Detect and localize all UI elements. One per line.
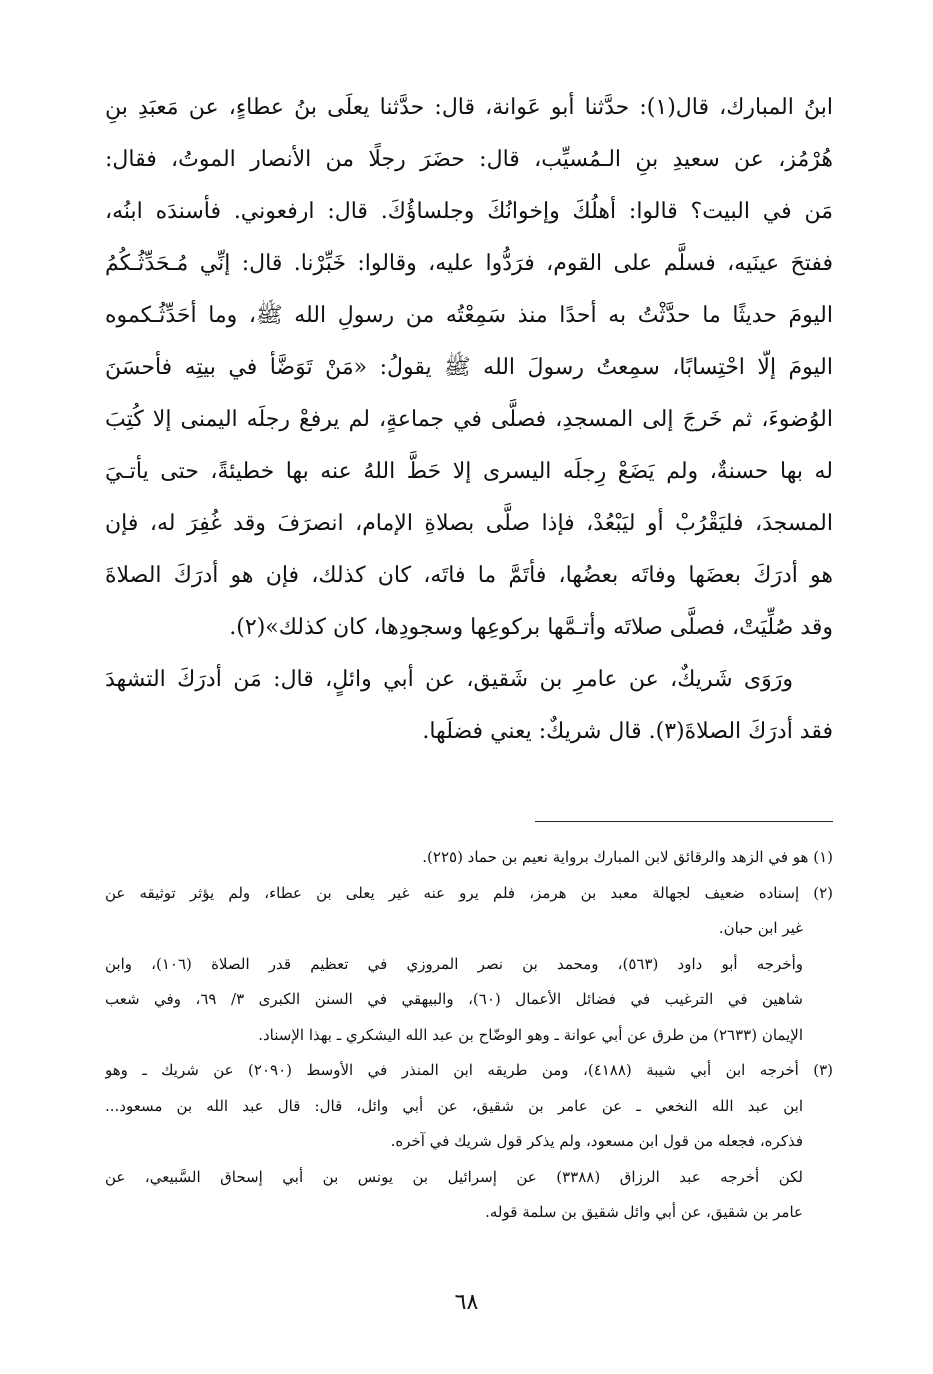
text-line: فقد أدرَكَ الصلاةَ(٣). قال شريكٌ: يعني فضلَها. [422,719,833,744]
footnotes [105,840,833,1231]
text-line: الوُضوءَ، ثم خَرجَ إلى المسجدِ، فصلَّى في جماعةٍ، لم يرفعْ رجلَه اليمنى إلا كُتِبَ [105,407,833,432]
main-text [105,82,833,758]
footnote-line: (٢) إسناده ضعيف لجهالة معبد بن هرمز، فلم يرو عنه غير يعلى بن عطاء، ولم يؤثر توثيقه عن [105,883,833,902]
footnote-line: غير ابن حبان. [718,919,803,937]
footnote-line: الإيمان (٢٦٣٣) من طرق عن أبي عوانة ـ وهو الوضّاح بن عبد الله اليشكري ـ بهذا الإسناد. [258,1025,803,1044]
text-line: المسجدَ، فليَقْرُبْ أو ليَبْعُدْ، فإذا صلَّى بصلاةِ الإمام، انصرَفَ وقد غُفِرَ له، فإن [105,511,833,536]
text-line: اليومَ إلّا احْتِسابًا، سمِعتُ رسولَ الله ﷺ يقولُ: «مَنْ تَوَضَّأ في بيتِه فأحسَنَ [105,355,833,380]
text-line: ففتحَ عينَيه، فسلَّم على القوم، فرَدُّوا عليه، وقالوا: خَبِّرْنا. قال: إنِّي مُـحَدِّثُـكُمُ [105,251,833,276]
text-line: ورَوَى شَريكٌ، عن عامرِ بن شَقيق، عن أبي وائلٍ، قال: مَن أدرَكَ التشهدَ [105,667,793,692]
text-line: مَن في البيت؟ قالوا: أهلُكَ وإخوانُكَ وجلساؤُكَ. قال: ارفعوني. فأسندَه ابنُه، [105,199,833,224]
footnote-line: (١) هو في الزهد والرقائق لابن المبارك برواية نعيم بن حماد (٢٢٥). [422,848,833,866]
text-line: ابنُ المبارك، قال(١): حدَّثنا أبو عَوانة، قال: حدَّثنا يعلَى بنُ عطاءٍ، عن مَعبَدِ بنِ [105,95,833,120]
page-number: ٦٨ [454,1290,479,1315]
text-line: له بها حسنةٌ، ولم يَضَعْ رِجلَه اليسرى إلا حَطَّ اللهُ عنه بها خطيئةً، حتى يأتـيَ [105,459,833,484]
footnote-line: فذكره، فجعله من قول ابن مسعود، ولم يذكر قول شريك في آخره. [390,1132,803,1150]
text-line: اليومَ حديثًا ما حدَّثْتُ به أحدًا منذ سَمِعْتُه من رسولِ الله ﷺ، وما أحَدِّثُـكموه [105,303,833,328]
footnote-line: عامر بن شقيق، عن أبي وائل شقيق بن سلمة قوله. [485,1203,803,1221]
footnote-separator [535,821,833,822]
footnote-line: ابن عبد الله النخعي ـ عن عامر بن شقيق، عن أبي وائل، قال: قال عبد الله بن مسعود... [105,1096,803,1115]
footnote-line: شاهين في الترغيب في فضائل الأعمال (٦٠)، والبيهقي في السنن الكبرى ٣/ ٦٩، وفي شعب [105,990,804,1008]
footnote-line: وأخرجه أبو داود (٥٦٣)، ومحمد بن نصر المروزي في تعظيم قدر الصلاة (١٠٦)، وابن [105,954,804,973]
footnote-line: (٣) أخرجه ابن أبي شيبة (٤١٨٨)، ومن طريقه ابن المنذر في الأوسط (٢٠٩٠) عن شريك ـ وهو [105,1061,833,1079]
footnote-line: لكن أخرجه عبد الرزاق (٣٣٨٨) عن إسرائيل بن يونس بن أبي إسحاق السَّبيعي، عن [105,1167,803,1186]
text-line: هو أدرَكَ بعضَها وفاتَه بعضُها، فأتَمَّ ما فاتَه، كان كذلك، فإن هو أدرَكَ الصلاةَ [105,563,833,588]
text-line: وقد صُلِّيَتْ، فصلَّى صلاتَه وأتـمَّها بركوعِها وسجودِها، كان كذلك»(٢). [229,615,833,640]
text-line: هُرْمُز، عن سعيدِ بنِ الـمُسيِّب، قال: حضَرَ رجلًا من الأنصار الموتُ، فقال: [105,147,833,172]
